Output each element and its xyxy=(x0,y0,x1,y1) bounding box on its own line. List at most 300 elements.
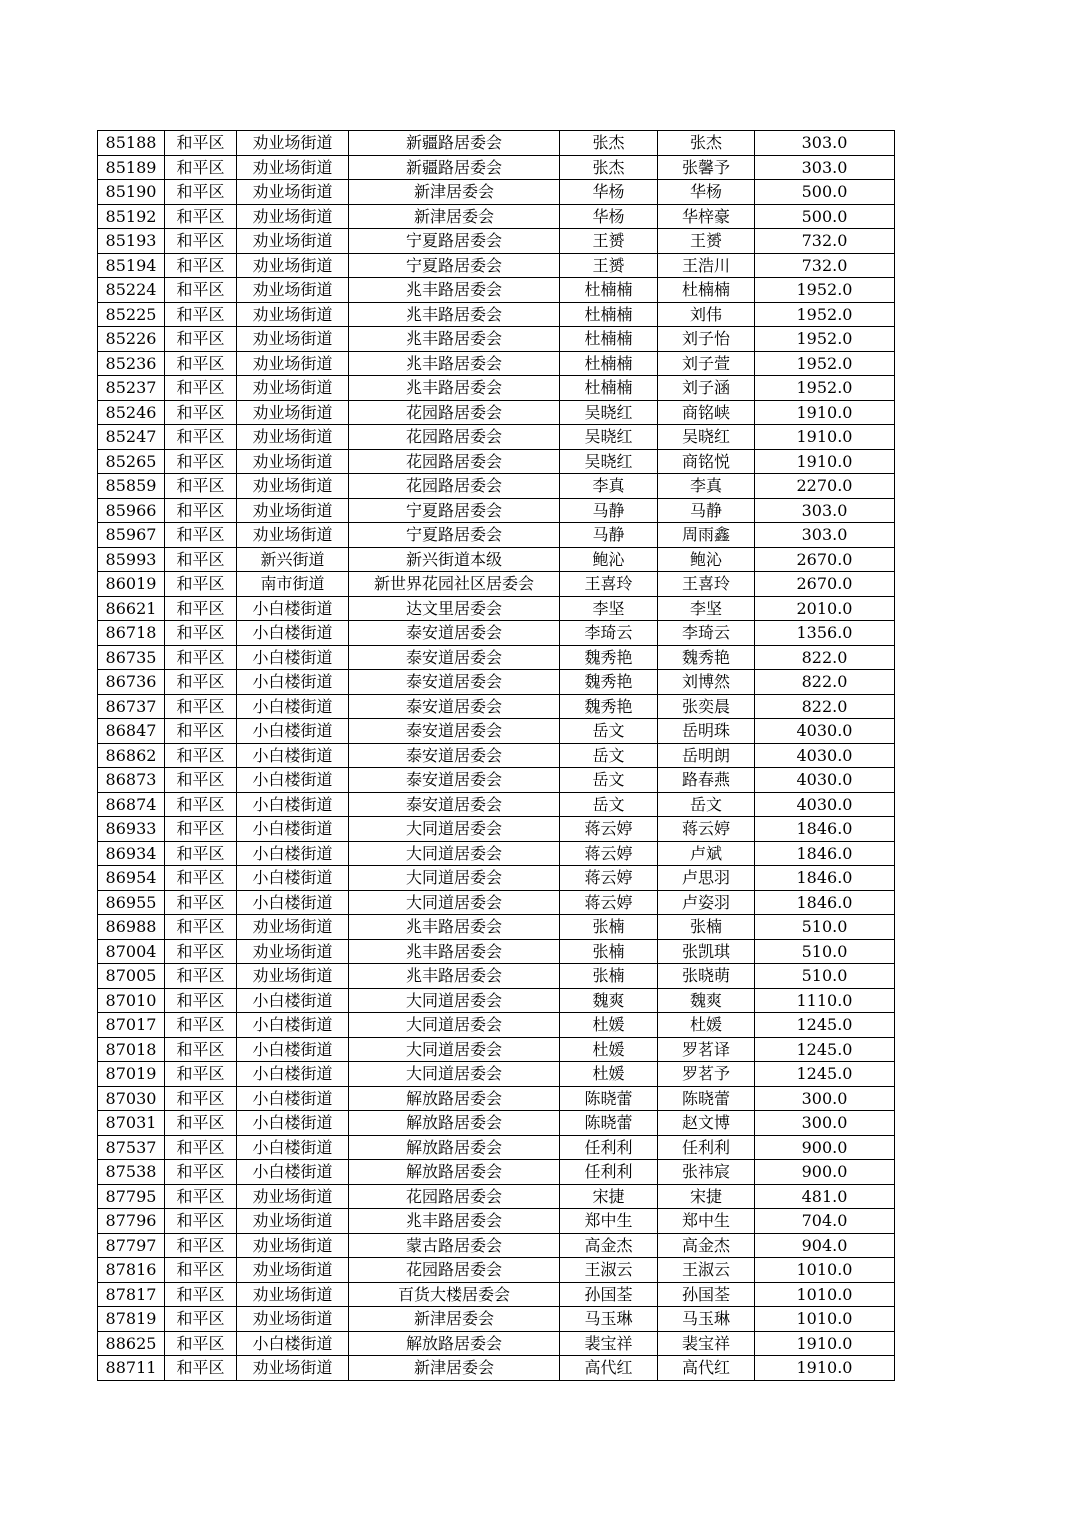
record-id-cell: 86955 xyxy=(98,890,165,915)
member-cell: 魏秀艳 xyxy=(658,645,755,670)
amount-cell: 510.0 xyxy=(755,939,895,964)
amount-cell: 510.0 xyxy=(755,915,895,940)
street-cell: 小白楼街道 xyxy=(237,743,349,768)
member-cell: 杜媛 xyxy=(658,1013,755,1038)
district-cell: 和平区 xyxy=(165,866,237,891)
record-id-cell: 87017 xyxy=(98,1013,165,1038)
table-row xyxy=(98,866,895,891)
member-cell: 王赟 xyxy=(658,229,755,254)
table-row xyxy=(98,1111,895,1136)
district-cell: 和平区 xyxy=(165,131,237,156)
record-id-cell: 86736 xyxy=(98,670,165,695)
record-id-cell: 85188 xyxy=(98,131,165,156)
member-cell: 王淑云 xyxy=(658,1258,755,1283)
street-cell: 小白楼街道 xyxy=(237,1111,349,1136)
data-table xyxy=(97,130,895,1381)
applicant-cell: 王赟 xyxy=(560,253,658,278)
record-id-cell: 87795 xyxy=(98,1184,165,1209)
member-cell: 罗茗译 xyxy=(658,1037,755,1062)
amount-cell: 1952.0 xyxy=(755,327,895,352)
table-row xyxy=(98,180,895,205)
record-id-cell: 85265 xyxy=(98,449,165,474)
amount-cell: 1910.0 xyxy=(755,425,895,450)
table-row xyxy=(98,547,895,572)
record-id-cell: 86621 xyxy=(98,596,165,621)
record-id-cell: 85247 xyxy=(98,425,165,450)
table-row xyxy=(98,792,895,817)
table-row xyxy=(98,1307,895,1332)
member-cell: 高代红 xyxy=(658,1356,755,1381)
committee-cell: 解放路居委会 xyxy=(349,1331,560,1356)
member-cell: 王喜玲 xyxy=(658,572,755,597)
table-row xyxy=(98,1258,895,1283)
applicant-cell: 鲍沁 xyxy=(560,547,658,572)
street-cell: 小白楼街道 xyxy=(237,621,349,646)
district-cell: 和平区 xyxy=(165,743,237,768)
applicant-cell: 吴晓红 xyxy=(560,449,658,474)
amount-cell: 2670.0 xyxy=(755,547,895,572)
district-cell: 和平区 xyxy=(165,1111,237,1136)
committee-cell: 解放路居委会 xyxy=(349,1135,560,1160)
amount-cell: 4030.0 xyxy=(755,743,895,768)
record-id-cell: 85194 xyxy=(98,253,165,278)
committee-cell: 兆丰路居委会 xyxy=(349,1209,560,1234)
district-cell: 和平区 xyxy=(165,1209,237,1234)
amount-cell: 900.0 xyxy=(755,1135,895,1160)
street-cell: 小白楼街道 xyxy=(237,1135,349,1160)
committee-cell: 泰安道居委会 xyxy=(349,670,560,695)
committee-cell: 兆丰路居委会 xyxy=(349,939,560,964)
applicant-cell: 岳文 xyxy=(560,719,658,744)
applicant-cell: 杜楠楠 xyxy=(560,278,658,303)
committee-cell: 宁夏路居委会 xyxy=(349,229,560,254)
district-cell: 和平区 xyxy=(165,400,237,425)
member-cell: 孙国荃 xyxy=(658,1282,755,1307)
applicant-cell: 任利利 xyxy=(560,1135,658,1160)
street-cell: 小白楼街道 xyxy=(237,768,349,793)
street-cell: 劝业场街道 xyxy=(237,1307,349,1332)
record-id-cell: 86735 xyxy=(98,645,165,670)
district-cell: 和平区 xyxy=(165,1233,237,1258)
amount-cell: 1952.0 xyxy=(755,278,895,303)
applicant-cell: 张楠 xyxy=(560,939,658,964)
district-cell: 和平区 xyxy=(165,1062,237,1087)
street-cell: 南市街道 xyxy=(237,572,349,597)
table-row xyxy=(98,988,895,1013)
member-cell: 岳文 xyxy=(658,792,755,817)
amount-cell: 303.0 xyxy=(755,523,895,548)
member-cell: 陈晓蕾 xyxy=(658,1086,755,1111)
applicant-cell: 马静 xyxy=(560,523,658,548)
street-cell: 劝业场街道 xyxy=(237,278,349,303)
amount-cell: 900.0 xyxy=(755,1160,895,1185)
committee-cell: 泰安道居委会 xyxy=(349,768,560,793)
street-cell: 劝业场街道 xyxy=(237,155,349,180)
member-cell: 张祎宸 xyxy=(658,1160,755,1185)
street-cell: 小白楼街道 xyxy=(237,988,349,1013)
amount-cell: 904.0 xyxy=(755,1233,895,1258)
amount-cell: 500.0 xyxy=(755,204,895,229)
amount-cell: 2670.0 xyxy=(755,572,895,597)
street-cell: 小白楼街道 xyxy=(237,841,349,866)
amount-cell: 1846.0 xyxy=(755,866,895,891)
district-cell: 和平区 xyxy=(165,694,237,719)
applicant-cell: 李琦云 xyxy=(560,621,658,646)
record-id-cell: 88711 xyxy=(98,1356,165,1381)
committee-cell: 花园路居委会 xyxy=(349,449,560,474)
record-id-cell: 86718 xyxy=(98,621,165,646)
member-cell: 李真 xyxy=(658,474,755,499)
street-cell: 劝业场街道 xyxy=(237,253,349,278)
committee-cell: 大同道居委会 xyxy=(349,866,560,891)
applicant-cell: 蒋云婷 xyxy=(560,866,658,891)
record-id-cell: 85226 xyxy=(98,327,165,352)
district-cell: 和平区 xyxy=(165,1331,237,1356)
applicant-cell: 华杨 xyxy=(560,204,658,229)
applicant-cell: 魏秀艳 xyxy=(560,645,658,670)
committee-cell: 泰安道居委会 xyxy=(349,645,560,670)
member-cell: 路春燕 xyxy=(658,768,755,793)
street-cell: 劝业场街道 xyxy=(237,1356,349,1381)
district-cell: 和平区 xyxy=(165,1307,237,1332)
committee-cell: 大同道居委会 xyxy=(349,1037,560,1062)
committee-cell: 新兴街道本级 xyxy=(349,547,560,572)
record-id-cell: 86934 xyxy=(98,841,165,866)
applicant-cell: 李真 xyxy=(560,474,658,499)
district-cell: 和平区 xyxy=(165,351,237,376)
district-cell: 和平区 xyxy=(165,253,237,278)
table-row xyxy=(98,400,895,425)
district-cell: 和平区 xyxy=(165,768,237,793)
record-id-cell: 85192 xyxy=(98,204,165,229)
table-row xyxy=(98,204,895,229)
district-cell: 和平区 xyxy=(165,670,237,695)
committee-cell: 大同道居委会 xyxy=(349,988,560,1013)
street-cell: 小白楼街道 xyxy=(237,1086,349,1111)
committee-cell: 百货大楼居委会 xyxy=(349,1282,560,1307)
committee-cell: 宁夏路居委会 xyxy=(349,523,560,548)
applicant-cell: 杜楠楠 xyxy=(560,327,658,352)
committee-cell: 兆丰路居委会 xyxy=(349,302,560,327)
member-cell: 吴晓红 xyxy=(658,425,755,450)
street-cell: 劝业场街道 xyxy=(237,498,349,523)
district-cell: 和平区 xyxy=(165,278,237,303)
street-cell: 小白楼街道 xyxy=(237,1013,349,1038)
applicant-cell: 杜媛 xyxy=(560,1037,658,1062)
amount-cell: 822.0 xyxy=(755,670,895,695)
record-id-cell: 85224 xyxy=(98,278,165,303)
table-row xyxy=(98,1160,895,1185)
district-cell: 和平区 xyxy=(165,621,237,646)
record-id-cell: 85190 xyxy=(98,180,165,205)
record-id-cell: 87797 xyxy=(98,1233,165,1258)
amount-cell: 1910.0 xyxy=(755,1331,895,1356)
amount-cell: 732.0 xyxy=(755,229,895,254)
amount-cell: 1952.0 xyxy=(755,351,895,376)
district-cell: 和平区 xyxy=(165,327,237,352)
street-cell: 劝业场街道 xyxy=(237,915,349,940)
record-id-cell: 87019 xyxy=(98,1062,165,1087)
member-cell: 卢思羽 xyxy=(658,866,755,891)
member-cell: 张晓萌 xyxy=(658,964,755,989)
applicant-cell: 杜媛 xyxy=(560,1013,658,1038)
amount-cell: 1110.0 xyxy=(755,988,895,1013)
committee-cell: 新疆路居委会 xyxy=(349,155,560,180)
district-cell: 和平区 xyxy=(165,841,237,866)
member-cell: 张奕晨 xyxy=(658,694,755,719)
record-id-cell: 87796 xyxy=(98,1209,165,1234)
amount-cell: 1010.0 xyxy=(755,1307,895,1332)
record-id-cell: 87004 xyxy=(98,939,165,964)
record-id-cell: 85859 xyxy=(98,474,165,499)
record-id-cell: 87816 xyxy=(98,1258,165,1283)
table-row xyxy=(98,841,895,866)
committee-cell: 兆丰路居委会 xyxy=(349,915,560,940)
committee-cell: 大同道居委会 xyxy=(349,890,560,915)
district-cell: 和平区 xyxy=(165,890,237,915)
district-cell: 和平区 xyxy=(165,180,237,205)
record-id-cell: 85225 xyxy=(98,302,165,327)
member-cell: 卢姿羽 xyxy=(658,890,755,915)
committee-cell: 达文里居委会 xyxy=(349,596,560,621)
member-cell: 华杨 xyxy=(658,180,755,205)
amount-cell: 704.0 xyxy=(755,1209,895,1234)
committee-cell: 兆丰路居委会 xyxy=(349,327,560,352)
member-cell: 刘子怡 xyxy=(658,327,755,352)
member-cell: 刘伟 xyxy=(658,302,755,327)
table-row xyxy=(98,939,895,964)
district-cell: 和平区 xyxy=(165,719,237,744)
member-cell: 魏爽 xyxy=(658,988,755,1013)
district-cell: 和平区 xyxy=(165,547,237,572)
committee-cell: 兆丰路居委会 xyxy=(349,376,560,401)
record-id-cell: 86862 xyxy=(98,743,165,768)
amount-cell: 303.0 xyxy=(755,498,895,523)
committee-cell: 宁夏路居委会 xyxy=(349,498,560,523)
member-cell: 郑中生 xyxy=(658,1209,755,1234)
committee-cell: 大同道居委会 xyxy=(349,817,560,842)
applicant-cell: 杜楠楠 xyxy=(560,351,658,376)
applicant-cell: 孙国荃 xyxy=(560,1282,658,1307)
amount-cell: 732.0 xyxy=(755,253,895,278)
amount-cell: 1952.0 xyxy=(755,376,895,401)
record-id-cell: 85967 xyxy=(98,523,165,548)
applicant-cell: 王喜玲 xyxy=(560,572,658,597)
table-row xyxy=(98,964,895,989)
committee-cell: 花园路居委会 xyxy=(349,400,560,425)
amount-cell: 1910.0 xyxy=(755,400,895,425)
amount-cell: 1245.0 xyxy=(755,1037,895,1062)
applicant-cell: 张楠 xyxy=(560,915,658,940)
street-cell: 劝业场街道 xyxy=(237,327,349,352)
record-id-cell: 85246 xyxy=(98,400,165,425)
amount-cell: 300.0 xyxy=(755,1086,895,1111)
district-cell: 和平区 xyxy=(165,1184,237,1209)
member-cell: 张凯琪 xyxy=(658,939,755,964)
committee-cell: 新津居委会 xyxy=(349,1307,560,1332)
amount-cell: 300.0 xyxy=(755,1111,895,1136)
applicant-cell: 李坚 xyxy=(560,596,658,621)
street-cell: 劝业场街道 xyxy=(237,131,349,156)
committee-cell: 解放路居委会 xyxy=(349,1160,560,1185)
member-cell: 刘子涵 xyxy=(658,376,755,401)
street-cell: 小白楼街道 xyxy=(237,1062,349,1087)
applicant-cell: 魏秀艳 xyxy=(560,670,658,695)
table-row xyxy=(98,376,895,401)
applicant-cell: 华杨 xyxy=(560,180,658,205)
member-cell: 商铭峡 xyxy=(658,400,755,425)
district-cell: 和平区 xyxy=(165,1258,237,1283)
member-cell: 杜楠楠 xyxy=(658,278,755,303)
district-cell: 和平区 xyxy=(165,1037,237,1062)
applicant-cell: 岳文 xyxy=(560,792,658,817)
member-cell: 罗茗予 xyxy=(658,1062,755,1087)
table-row xyxy=(98,621,895,646)
applicant-cell: 蒋云婷 xyxy=(560,841,658,866)
street-cell: 小白楼街道 xyxy=(237,694,349,719)
applicant-cell: 高金杰 xyxy=(560,1233,658,1258)
table-row xyxy=(98,817,895,842)
street-cell: 劝业场街道 xyxy=(237,376,349,401)
street-cell: 小白楼街道 xyxy=(237,645,349,670)
amount-cell: 1356.0 xyxy=(755,621,895,646)
committee-cell: 解放路居委会 xyxy=(349,1086,560,1111)
member-cell: 华梓豪 xyxy=(658,204,755,229)
applicant-cell: 宋捷 xyxy=(560,1184,658,1209)
street-cell: 劝业场街道 xyxy=(237,939,349,964)
table-row xyxy=(98,743,895,768)
applicant-cell: 岳文 xyxy=(560,768,658,793)
table-row xyxy=(98,1086,895,1111)
amount-cell: 1245.0 xyxy=(755,1062,895,1087)
record-id-cell: 85966 xyxy=(98,498,165,523)
committee-cell: 泰安道居委会 xyxy=(349,792,560,817)
district-cell: 和平区 xyxy=(165,964,237,989)
member-cell: 周雨鑫 xyxy=(658,523,755,548)
street-cell: 劝业场街道 xyxy=(237,425,349,450)
amount-cell: 1952.0 xyxy=(755,302,895,327)
street-cell: 劝业场街道 xyxy=(237,964,349,989)
district-cell: 和平区 xyxy=(165,425,237,450)
applicant-cell: 吴晓红 xyxy=(560,425,658,450)
record-id-cell: 86954 xyxy=(98,866,165,891)
record-id-cell: 88625 xyxy=(98,1331,165,1356)
district-cell: 和平区 xyxy=(165,939,237,964)
member-cell: 张楠 xyxy=(658,915,755,940)
applicant-cell: 高代红 xyxy=(560,1356,658,1381)
member-cell: 赵文博 xyxy=(658,1111,755,1136)
table-row xyxy=(98,1062,895,1087)
table-row xyxy=(98,890,895,915)
district-cell: 和平区 xyxy=(165,596,237,621)
member-cell: 宋捷 xyxy=(658,1184,755,1209)
committee-cell: 新疆路居委会 xyxy=(349,131,560,156)
applicant-cell: 岳文 xyxy=(560,743,658,768)
record-id-cell: 86019 xyxy=(98,572,165,597)
street-cell: 劝业场街道 xyxy=(237,180,349,205)
committee-cell: 大同道居委会 xyxy=(349,841,560,866)
amount-cell: 1010.0 xyxy=(755,1282,895,1307)
record-id-cell: 87018 xyxy=(98,1037,165,1062)
table-row xyxy=(98,253,895,278)
committee-cell: 泰安道居委会 xyxy=(349,694,560,719)
table-row xyxy=(98,302,895,327)
record-id-cell: 87819 xyxy=(98,1307,165,1332)
table-row xyxy=(98,1331,895,1356)
street-cell: 劝业场街道 xyxy=(237,1209,349,1234)
applicant-cell: 任利利 xyxy=(560,1160,658,1185)
record-id-cell: 87817 xyxy=(98,1282,165,1307)
street-cell: 小白楼街道 xyxy=(237,1160,349,1185)
table-row xyxy=(98,474,895,499)
amount-cell: 4030.0 xyxy=(755,719,895,744)
applicant-cell: 杜媛 xyxy=(560,1062,658,1087)
committee-cell: 新津居委会 xyxy=(349,180,560,205)
district-cell: 和平区 xyxy=(165,792,237,817)
committee-cell: 花园路居委会 xyxy=(349,1184,560,1209)
applicant-cell: 郑中生 xyxy=(560,1209,658,1234)
street-cell: 劝业场街道 xyxy=(237,1282,349,1307)
committee-cell: 花园路居委会 xyxy=(349,474,560,499)
record-id-cell: 85237 xyxy=(98,376,165,401)
district-cell: 和平区 xyxy=(165,155,237,180)
committee-cell: 解放路居委会 xyxy=(349,1111,560,1136)
member-cell: 商铭悦 xyxy=(658,449,755,474)
district-cell: 和平区 xyxy=(165,498,237,523)
street-cell: 新兴街道 xyxy=(237,547,349,572)
committee-cell: 兆丰路居委会 xyxy=(349,351,560,376)
member-cell: 张杰 xyxy=(658,131,755,156)
applicant-cell: 杜楠楠 xyxy=(560,376,658,401)
amount-cell: 1910.0 xyxy=(755,1356,895,1381)
table-row xyxy=(98,229,895,254)
record-id-cell: 87005 xyxy=(98,964,165,989)
committee-cell: 宁夏路居委会 xyxy=(349,253,560,278)
member-cell: 张馨予 xyxy=(658,155,755,180)
committee-cell: 蒙古路居委会 xyxy=(349,1233,560,1258)
table-row xyxy=(98,1135,895,1160)
committee-cell: 新世界花园社区居委会 xyxy=(349,572,560,597)
applicant-cell: 马玉琳 xyxy=(560,1307,658,1332)
applicant-cell: 王赟 xyxy=(560,229,658,254)
street-cell: 劝业场街道 xyxy=(237,351,349,376)
table-row xyxy=(98,915,895,940)
table-row xyxy=(98,425,895,450)
committee-cell: 新津居委会 xyxy=(349,204,560,229)
amount-cell: 303.0 xyxy=(755,131,895,156)
district-cell: 和平区 xyxy=(165,1135,237,1160)
table-row xyxy=(98,1037,895,1062)
record-id-cell: 86873 xyxy=(98,768,165,793)
record-id-cell: 86847 xyxy=(98,719,165,744)
member-cell: 任利利 xyxy=(658,1135,755,1160)
committee-cell: 新津居委会 xyxy=(349,1356,560,1381)
record-id-cell: 86737 xyxy=(98,694,165,719)
record-id-cell: 85236 xyxy=(98,351,165,376)
applicant-cell: 魏爽 xyxy=(560,988,658,1013)
table-row xyxy=(98,1013,895,1038)
amount-cell: 510.0 xyxy=(755,964,895,989)
district-cell: 和平区 xyxy=(165,1160,237,1185)
member-cell: 卢斌 xyxy=(658,841,755,866)
table-row xyxy=(98,1282,895,1307)
table-row xyxy=(98,719,895,744)
record-id-cell: 87537 xyxy=(98,1135,165,1160)
street-cell: 劝业场街道 xyxy=(237,229,349,254)
record-id-cell: 86874 xyxy=(98,792,165,817)
table-row xyxy=(98,1184,895,1209)
member-cell: 鲍沁 xyxy=(658,547,755,572)
